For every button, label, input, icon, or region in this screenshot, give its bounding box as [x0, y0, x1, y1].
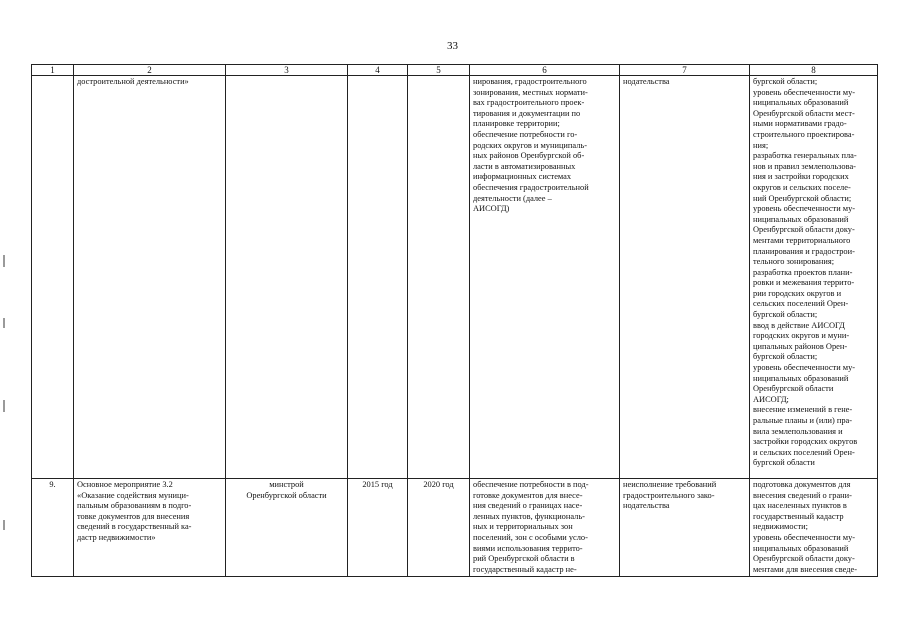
margin-mark [3, 255, 5, 267]
page-number: 33 [447, 40, 458, 52]
executor-cell: минстрой Оренбургской области [226, 479, 348, 577]
header-cell-2: 2 [74, 65, 226, 76]
margin-mark [3, 318, 5, 328]
header-cell-1: 1 [32, 65, 74, 76]
header-cell-4: 4 [348, 65, 408, 76]
table-row [32, 479, 878, 577]
end-year-cell [408, 76, 470, 479]
margin-mark [3, 400, 5, 412]
start-year-cell: 2015 год [348, 479, 408, 577]
expected-result-cell: обеспечение потребности в под- готовке документов для внесе- ния сведений о границах насе- ленных пунктов, функциональ- ных и территориальных зон поселений, зон с особыми усло- виями использования террито- рий Оренбургской области в государственный кадастр не- [470, 479, 620, 577]
program-table [31, 64, 878, 577]
indicators-cell: бургской области; уровень обеспеченности му- ниципальных образований Оренбургской области мест- ными нормативами градо- строительного проектирова- ния; разработка генеральных пла- нов и правил землепользова- ния и застройки городских округов и сельских поселе- ний Оренбургской области; уровень обеспеченности му- ниципальных образований Оренбургской области доку- ментами территориального планирования и градострои- тельного зонирования; разработка проектов плани- ровки и межевания террито- рии городских округов и сельских поселений Орен- бургской области; ввод в действие АИСОГД городских округов и муни- ципальных районов Орен- бургской области; уровень обеспеченности му- ниципальных образований Оренбургской области АИСОГД; внесение изменений в гене- ральные планы и (или) пра- вила землепользования и застройки городских округов и сельских поселений Орен- бургской области [750, 76, 878, 479]
consequences-cell: нодательства [620, 76, 750, 479]
start-year-cell [348, 76, 408, 479]
end-year-cell: 2020 год [408, 479, 470, 577]
activity-name-cell: достроительной деятельности» [74, 76, 226, 479]
executor-cell [226, 76, 348, 479]
header-cell-7: 7 [620, 65, 750, 76]
header-cell-3: 3 [226, 65, 348, 76]
header-cell-5: 5 [408, 65, 470, 76]
margin-mark [3, 520, 5, 530]
header-row [32, 65, 878, 76]
expected-result-cell: нирования, градостроительного зонирования, местных нормати- вах градостроительного проек- тирования и документации по планировке территории; обеспечение потребности го- родских округов и муниципаль- ных районов Оренбургской об- ласти в автоматизированных информационных системах обеспечения градостроительной деятельности (далее – АИСОГД) [470, 76, 620, 479]
row-number-cell: 9. [32, 479, 74, 577]
consequences-cell: неисполнение требований градостроительного зако- нодательства [620, 479, 750, 577]
indicators-cell: подготовка документов для внесения сведений о грани- цах населенных пунктов в государственный кадастр недвижимости; уровень обеспеченности му- ниципальных образований Оренбургской области доку- ментами для внесения сведе- [750, 479, 878, 577]
header-cell-6: 6 [470, 65, 620, 76]
row-number-cell [32, 76, 74, 479]
header-cell-8: 8 [750, 65, 878, 76]
table-row [32, 76, 878, 479]
activity-name-cell: Основное мероприятие 3.2 «Оказание содействия муници- пальным образованиям в подго- товке документов для внесения сведений в государственный ка- дастр недвижимости» [74, 479, 226, 577]
